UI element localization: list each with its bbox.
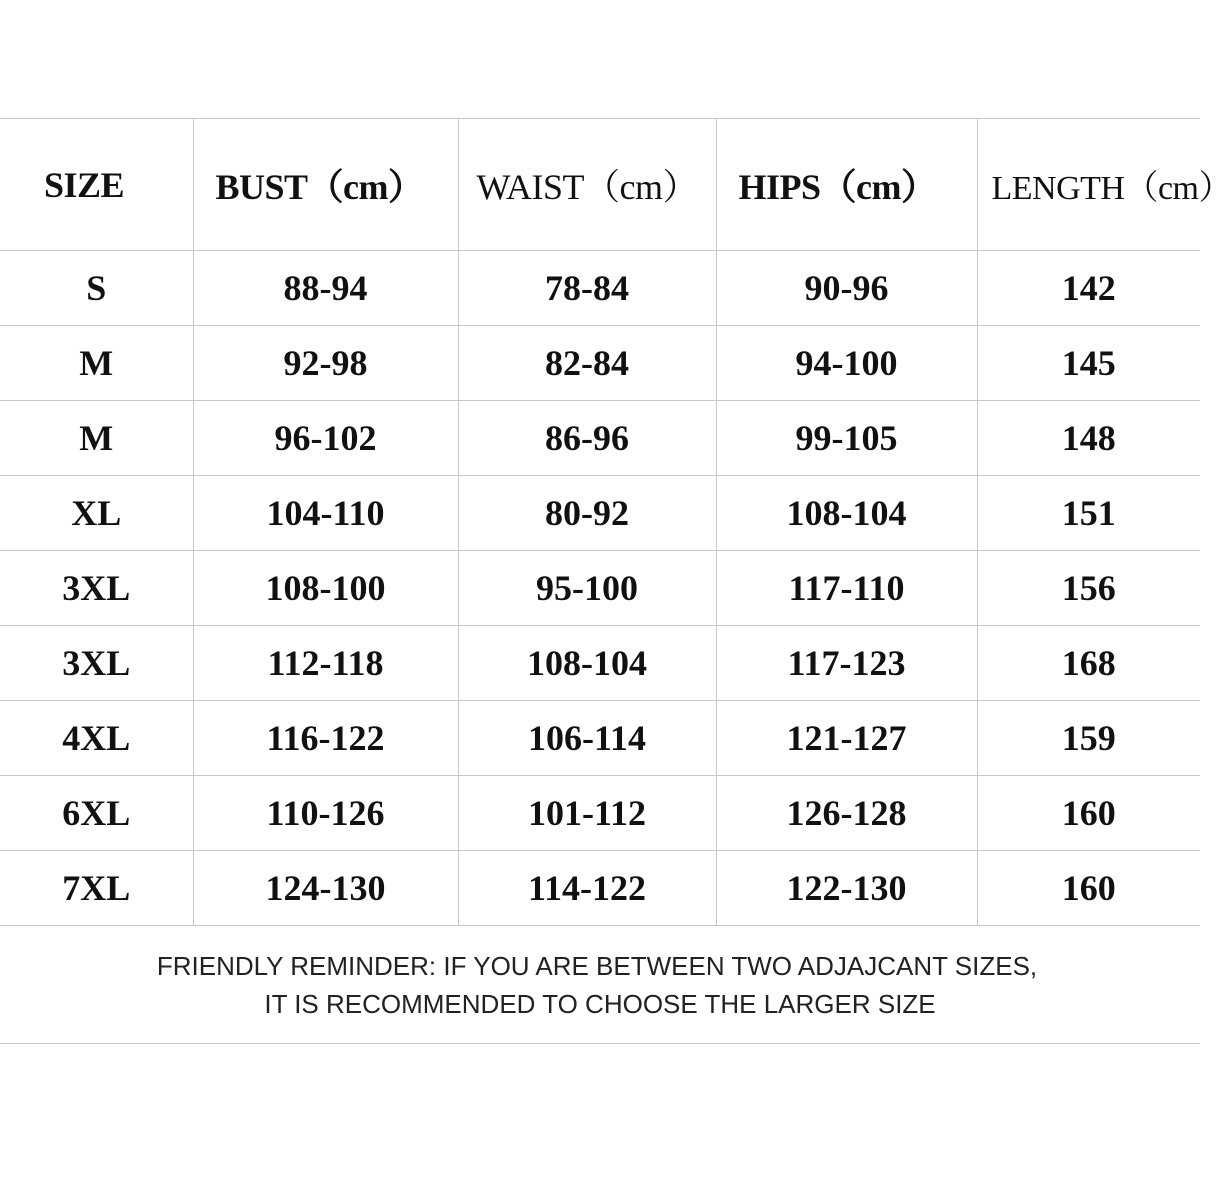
table-row <box>0 701 1200 776</box>
cell-waist: 95-100 <box>458 551 716 626</box>
cell-bust: 110-126 <box>193 776 458 851</box>
cell-size: 3XL <box>0 626 193 701</box>
cell-hips: 90-96 <box>716 251 977 326</box>
cell-bust: 112-118 <box>193 626 458 701</box>
cell-length: 145 <box>977 326 1200 401</box>
reminder-line-1: FRIENDLY REMINDER: IF YOU ARE BETWEEN TWO ADJAJCANT SIZES, <box>156 950 1038 981</box>
cell-waist: 101-112 <box>458 776 716 851</box>
reminder-line-2: IT IS RECOMMENDED TO CHOOSE THE LARGER SIZE <box>264 988 936 1019</box>
cell-hips: 99-105 <box>716 401 977 476</box>
header-size: SIZE <box>0 119 193 251</box>
cell-size: 4XL <box>0 701 193 776</box>
header-waist: WAIST（cm） <box>458 119 716 251</box>
cell-size: M <box>0 401 193 476</box>
table-row <box>0 401 1200 476</box>
cell-hips: 121-127 <box>716 701 977 776</box>
cell-length: 148 <box>977 401 1200 476</box>
cell-hips: 117-110 <box>716 551 977 626</box>
cell-bust: 104-110 <box>193 476 458 551</box>
cell-size: S <box>0 251 193 326</box>
cell-bust: 116-122 <box>193 701 458 776</box>
cell-hips: 122-130 <box>716 851 977 926</box>
cell-bust: 92-98 <box>193 326 458 401</box>
cell-length: 160 <box>977 851 1200 926</box>
cell-size: XL <box>0 476 193 551</box>
cell-waist: 80-92 <box>458 476 716 551</box>
size-chart-table <box>0 118 1232 926</box>
cell-size: 3XL <box>0 551 193 626</box>
cell-length: 159 <box>977 701 1200 776</box>
cell-hips: 94-100 <box>716 326 977 401</box>
cell-waist: 78-84 <box>458 251 716 326</box>
header-length: LENGTH（cm） <box>977 119 1200 251</box>
table-row <box>0 551 1200 626</box>
cell-bust: 124-130 <box>193 851 458 926</box>
cell-size: M <box>0 326 193 401</box>
cell-length: 160 <box>977 776 1200 851</box>
cell-size: 6XL <box>0 776 193 851</box>
friendly-reminder <box>0 926 1200 1044</box>
table-row <box>0 326 1200 401</box>
table-row <box>0 251 1200 326</box>
header-hips: HIPS（cm） <box>716 119 977 251</box>
header-bust: BUST（cm） <box>193 119 458 251</box>
header-row <box>0 119 1200 251</box>
cell-size: 7XL <box>0 851 193 926</box>
cell-waist: 86-96 <box>458 401 716 476</box>
table-row <box>0 476 1200 551</box>
cell-waist: 108-104 <box>458 626 716 701</box>
cell-waist: 106-114 <box>458 701 716 776</box>
cell-hips: 117-123 <box>716 626 977 701</box>
cell-length: 151 <box>977 476 1200 551</box>
cell-bust: 96-102 <box>193 401 458 476</box>
cell-hips: 108-104 <box>716 476 977 551</box>
table-row <box>0 851 1200 926</box>
cell-bust: 108-100 <box>193 551 458 626</box>
cell-length: 142 <box>977 251 1200 326</box>
cell-hips: 126-128 <box>716 776 977 851</box>
table-row <box>0 626 1200 701</box>
cell-waist: 82-84 <box>458 326 716 401</box>
table-row <box>0 776 1200 851</box>
cell-length: 168 <box>977 626 1200 701</box>
cell-waist: 114-122 <box>458 851 716 926</box>
cell-bust: 88-94 <box>193 251 458 326</box>
cell-length: 156 <box>977 551 1200 626</box>
